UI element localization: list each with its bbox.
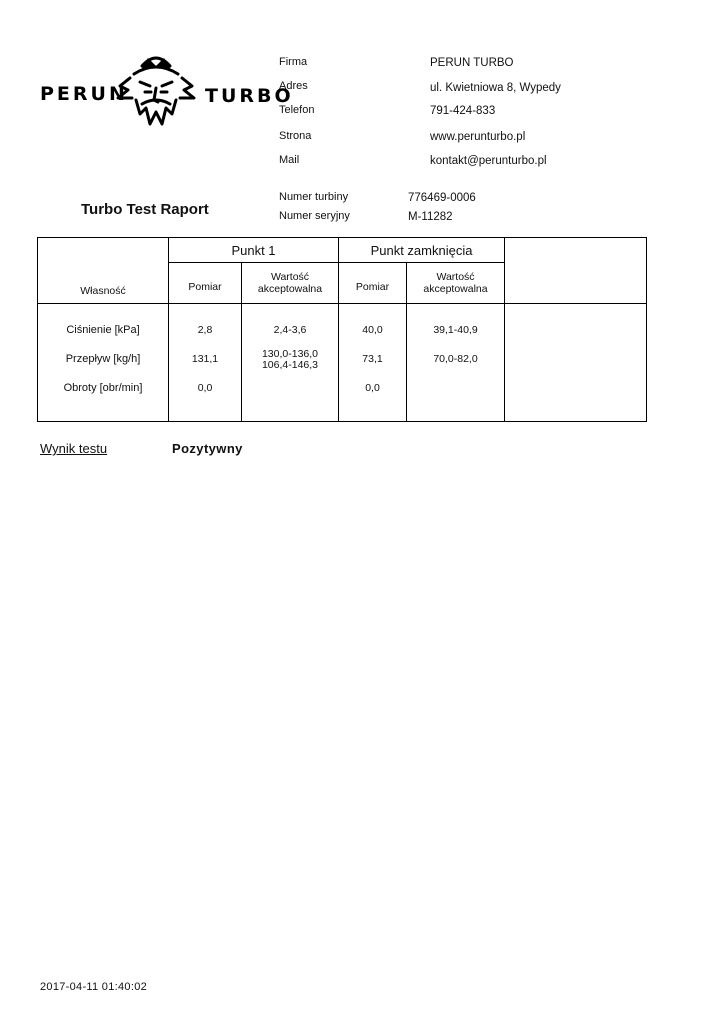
param-column (38, 304, 169, 422)
firma-label: Firma (279, 56, 308, 68)
mail-label: Mail (279, 154, 300, 166)
param-pressure: Ciśnienie [kPa] (66, 324, 140, 336)
print-timestamp: 2017-04-11 01:40:02 (40, 981, 148, 993)
serial-number-label: Numer seryjny (279, 210, 350, 222)
closing-measure-rpm: 0,0 (365, 382, 380, 394)
extra-column-body (505, 304, 647, 422)
point1-accepted-rpm (242, 374, 338, 403)
point1-accepted-flow-line1: 130,0-136,0 (261, 348, 319, 360)
closing-accepted-header (407, 263, 505, 304)
turbine-number-label: Numer turbiny (279, 191, 349, 203)
property-header: Własność (38, 263, 169, 304)
adres-value: ul. Kwietniowa 8, Wypedy (430, 82, 561, 94)
extra-column-header (505, 263, 647, 304)
perun-face-icon (112, 52, 200, 132)
closing-accepted-pressure: 39,1-40,9 (433, 324, 478, 336)
mail-value: kontakt@perunturbo.pl (430, 155, 547, 167)
closing-measure-pressure: 40,0 (362, 324, 383, 336)
group-header-closing-point: Punkt zamknięcia (339, 238, 505, 263)
point1-accepted-pressure: 2,4-3,6 (273, 324, 307, 336)
strona-value: www.perunturbo.pl (430, 131, 526, 143)
point1-accepted-flow-line2: 106,4-146,3 (261, 359, 319, 371)
point1-accepted-column (242, 304, 339, 422)
point1-measure-rpm: 0,0 (197, 382, 213, 394)
param-rpm: Obroty [obr/min] (63, 382, 143, 394)
accepted-header-line1: Wartość (436, 271, 475, 283)
point1-accepted-flow (242, 345, 338, 374)
group-header-point1: Punkt 1 (169, 238, 339, 263)
accepted-header-line1: Wartość (270, 271, 310, 283)
test-result-value: Pozytywny (172, 441, 243, 456)
closing-measure-header: Pomiar (339, 263, 407, 304)
turbine-number-value: 776469-0006 (408, 192, 476, 204)
point1-measure-flow: 131,1 (191, 353, 219, 365)
point1-measure-header: Pomiar (169, 263, 242, 304)
logo-text-left: PERUN (40, 83, 128, 105)
firma-value: PERUN TURBO (430, 57, 514, 69)
accepted-header-line2: akceptowalna (257, 283, 323, 295)
point1-measure-pressure: 2,8 (197, 324, 213, 336)
closing-measure-column (339, 304, 407, 422)
logo-text-right: TURBO (205, 85, 294, 107)
closing-measure-flow: 73,1 (362, 353, 383, 365)
results-table (37, 237, 647, 422)
property-header-top (38, 238, 169, 263)
test-result-label: Wynik testu (40, 441, 108, 456)
report-title: Turbo Test Raport (81, 201, 209, 218)
extra-column-top (505, 238, 647, 263)
telefon-label: Telefon (279, 104, 315, 116)
accepted-header-line2: akceptowalna (423, 283, 488, 295)
serial-number-value: M-11282 (408, 211, 453, 223)
point1-accepted-header (242, 263, 339, 304)
point1-measure-column (169, 304, 242, 422)
adres-label: Adres (279, 80, 308, 92)
telefon-value: 791-424-833 (430, 105, 496, 117)
param-flow: Przepływ [kg/h] (65, 353, 141, 365)
closing-accepted-flow: 70,0-82,0 (433, 353, 478, 365)
closing-accepted-rpm (407, 374, 504, 403)
closing-accepted-column (407, 304, 505, 422)
strona-label: Strona (279, 130, 312, 142)
